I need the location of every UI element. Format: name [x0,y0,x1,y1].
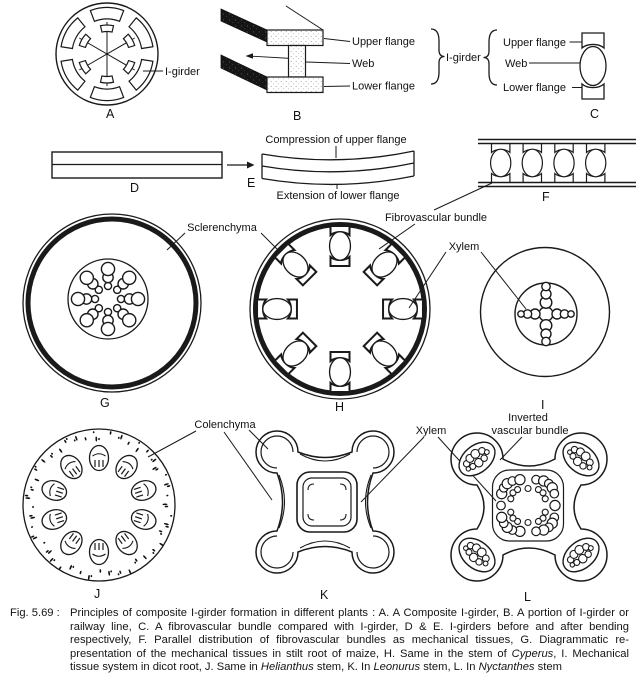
caption-seg: Principles of composite I-girder formation in different plants : A. A Composite I-girder, B. A portion of I-girder or railway line, C. A fibrovascular bundle compared with I-girder, D & E. I-girders before and after bending respectively, F. Parallel distribution of fibrovascular bundles as mechanical tissues, G. Diagrammatic re-presentation of the mechanical tissues in stilt root of maize, H. Same in the stem of [70,607,629,660]
label-extension: Extension of lower flange [276,190,400,202]
panel-h-drawing [250,219,430,399]
left-brace [484,30,498,85]
panel-d-drawing [52,152,222,178]
panel-f-drawing [478,140,636,187]
label-inverted-2: vascular bundle [491,425,569,437]
panel-letter-d: D [130,181,140,195]
panel-g-drawing [23,214,201,392]
panel-k-drawing [256,431,394,573]
panel-letter-f: F [542,190,550,204]
caption-seg: stem [534,661,562,673]
panel-l-drawing [451,433,607,581]
label-igirder-bc: I-girder [446,52,481,64]
label-inverted-1: Inverted [508,412,548,424]
caption-seg-italic: Nyctanthes [478,661,535,673]
label-colenchyma: Colenchyma [194,419,256,431]
label-xylem-kl: Xylem [415,425,447,437]
label-lower-flange-c: Lower flange [503,82,566,94]
panel-letter-h: H [335,400,345,414]
panel-a-drawing [56,3,163,105]
label-web-c: Web [505,58,528,70]
caption-text [70,607,629,675]
figure-caption [10,607,629,675]
panel-i-drawing [481,248,610,377]
panel-letter-e: E [247,176,256,190]
label-sclerenchyma: Sclerenchyma [187,222,257,234]
panel-letter-a: A [106,107,115,121]
label-fibrovascular-bundle: Fibrovascular bundle [384,212,488,224]
caption-seg-italic: Cyperus [511,647,554,660]
caption-seg: , I. Mechanical tissue system in dicot root, J. Same in [70,647,629,673]
label-xylem-hi: Xylem [448,241,480,253]
panel-letter-j: J [94,587,101,601]
panel-letter-l: L [524,590,531,604]
caption-seg: stem, L. In [420,661,479,673]
panel-e-drawing [262,146,414,189]
panel-letter-c: C [590,107,600,121]
caption-seg-italic: Leonurus [373,661,421,673]
panel-letter-i: I [541,398,545,412]
figure-number: Fig. 5.69 : [10,607,60,619]
label-igirder-a: I-girder [165,66,200,78]
right-brace [431,29,445,84]
panel-letter-k: K [320,588,329,602]
perspective-arrow [246,53,254,59]
label-lower-flange-b: Lower flange [352,80,415,93]
colenchyma-pointers [148,430,272,500]
d-to-e-arrow [227,162,255,169]
label-upper-flange-b: Upper flange [352,36,415,48]
label-upper-flange-c: Upper flange [503,37,566,49]
caption-seg-italic: Helianthus [260,661,314,673]
panel-j-drawing [23,429,175,581]
panel-letter-b: B [293,109,302,123]
sclerenchyma-pointers [167,233,279,251]
panel-b-drawing [221,6,350,93]
label-compression: Compression of upper flange [265,134,407,146]
label-web-b: Web [352,58,375,70]
panel-letter-g: G [100,396,110,410]
caption-seg: stem, K. In [313,661,374,673]
